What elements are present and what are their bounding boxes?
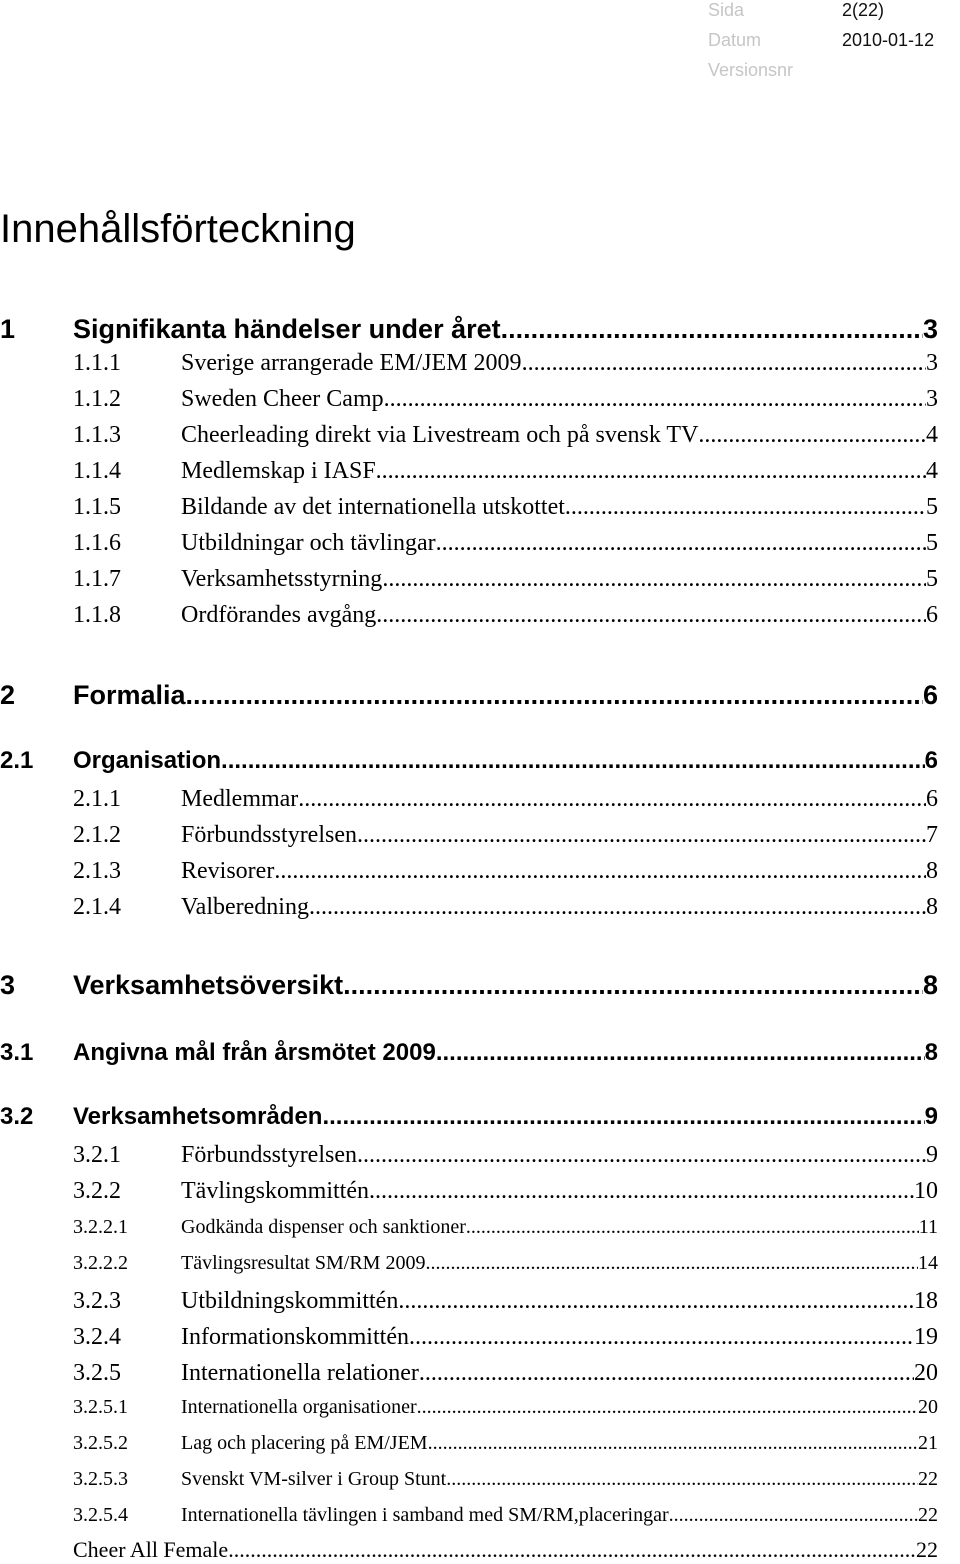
toc-entry-label: Revisorer: [181, 858, 275, 884]
toc-entry-page: 5: [926, 494, 938, 520]
toc-entry[interactable]: [0, 1394, 938, 1420]
toc-entry-number: 3.2.5.4: [73, 1504, 128, 1526]
toc-entry-label: Sverige arrangerade EM/JEM 2009: [181, 350, 522, 376]
toc-entry-label: Tävlingsresultat SM/RM 2009: [181, 1252, 426, 1274]
toc-entry-number: 3.2.3: [73, 1288, 121, 1314]
toc-dot-leader: [357, 820, 926, 850]
toc-entry[interactable]: [0, 384, 938, 414]
toc-entry[interactable]: [0, 1322, 938, 1352]
toc-entry[interactable]: [0, 312, 938, 346]
toc-entry-number: 2.1.2: [73, 822, 121, 848]
page-value: 2(22): [842, 0, 885, 20]
toc-entry-label: Utbildningar och tävlingar: [181, 530, 436, 556]
toc-entry-number: 2: [0, 680, 16, 710]
toc-dot-leader: [419, 1358, 914, 1388]
toc-entry-page: 8: [924, 1039, 938, 1066]
toc-entry[interactable]: [0, 1536, 938, 1564]
toc-entry-page: 20: [918, 1396, 938, 1418]
toc-entry[interactable]: [0, 1358, 938, 1388]
toc-entry-label: Förbundsstyrelsen: [181, 822, 357, 848]
toc-entry-label: Godkända dispenser och sanktioner: [181, 1216, 466, 1238]
toc-entry-number: 1.1.6: [73, 530, 121, 556]
toc-dot-leader: [384, 384, 926, 414]
toc-entry-page: 22: [918, 1504, 938, 1526]
toc-entry-number: 3.2: [0, 1103, 34, 1130]
toc-entry[interactable]: [0, 856, 938, 886]
toc-entry-number: 2.1.3: [73, 858, 121, 884]
toc-dot-leader: [274, 856, 926, 886]
toc-entry-page: 7: [926, 822, 938, 848]
toc-entry-label: Lag och placering på EM/JEM.: [181, 1432, 433, 1454]
toc-entry[interactable]: [0, 746, 938, 776]
toc-entry-page: 6: [926, 602, 938, 628]
toc-entry-label: Utbildningskommittén: [181, 1288, 399, 1314]
toc-entry-label: Cheerleading direkt via Livestream och på svensk TV: [181, 422, 699, 448]
toc-entry-label: Cheer All Female: [73, 1537, 229, 1562]
toc-entry-label: Svenskt VM-silver i Group Stunt: [181, 1468, 447, 1490]
toc-entry-label: Verksamhetsöversikt: [73, 970, 344, 1000]
toc-entry[interactable]: [0, 1466, 938, 1492]
toc-entry-page: 20: [914, 1360, 938, 1386]
toc-entry-page: 4: [926, 422, 938, 448]
toc-entry-page: 8: [926, 894, 938, 920]
toc-entry-page: 9: [924, 1103, 938, 1130]
toc-entry-label: Bildande av det internationella utskottet: [181, 494, 565, 520]
toc-entry[interactable]: [0, 1502, 938, 1528]
toc-dot-leader: [322, 1102, 924, 1132]
toc-dot-leader: [425, 1250, 918, 1276]
toc-entry-number: 1.1.8: [73, 602, 121, 628]
toc-entry[interactable]: [0, 1038, 938, 1068]
toc-entry-label: Sweden Cheer Camp: [181, 386, 384, 412]
toc-entry-page: 22: [918, 1468, 938, 1490]
toc-dot-leader: [417, 1394, 918, 1420]
toc-dot-leader: [298, 784, 926, 814]
toc-entry-label: Internationella tävlingen i samband med SM/RM,placeringar: [181, 1504, 669, 1526]
toc-entry-number: 3.2.4: [73, 1324, 121, 1350]
toc-entry[interactable]: [0, 784, 938, 814]
toc-dot-leader: [357, 1140, 926, 1170]
date-label: Datum: [708, 30, 762, 50]
toc-entry-number: 3.2.5.3: [73, 1468, 128, 1490]
toc-dot-leader: [343, 968, 923, 1002]
toc-entry[interactable]: [0, 892, 938, 922]
toc-dot-leader: [186, 678, 923, 712]
toc-entry-number: 3.2.2.2: [73, 1252, 128, 1274]
toc-entry-label: Organisation: [73, 747, 222, 774]
toc-entry-page: 9: [926, 1142, 938, 1168]
toc-entry-label: Angivna mål från årsmötet 2009: [73, 1039, 436, 1066]
toc-entry-label: Medlemskap i IASF: [181, 458, 376, 484]
toc-dot-leader: [501, 312, 923, 346]
toc-entry-label: Internationella organisationer: [181, 1396, 417, 1418]
toc-entry-page: 3: [926, 386, 938, 412]
toc-entry-page: 4: [926, 458, 938, 484]
toc-entry-page: 10: [914, 1178, 938, 1204]
toc-entry[interactable]: [0, 1250, 938, 1276]
toc-entry-label: Formalia: [73, 680, 186, 710]
toc-dot-leader: [398, 1286, 914, 1316]
toc-entry[interactable]: [0, 1430, 938, 1456]
page-title: Innehållsförteckning: [0, 207, 356, 251]
toc-entry-label: Verksamhetsstyrning: [181, 566, 383, 592]
date-value: 2010-01-12: [842, 30, 935, 50]
toc-dot-leader: [376, 600, 926, 630]
toc-entry-page: 3: [926, 350, 938, 376]
toc-entry-number: 3.2.2: [73, 1178, 121, 1204]
toc-entry-label: Signifikanta händelser under året: [73, 314, 501, 344]
toc-dot-leader: [221, 746, 925, 776]
toc-entry-page: 5: [926, 530, 938, 556]
toc-dot-leader: [565, 492, 926, 522]
toc-dot-leader: [466, 1214, 919, 1240]
toc-dot-leader: [309, 892, 926, 922]
toc-dot-leader: [522, 348, 926, 378]
toc-entry[interactable]: [0, 348, 938, 378]
toc-entry[interactable]: [0, 968, 938, 1002]
toc-dot-leader: [382, 564, 926, 594]
toc-entry-number: 1.1.2: [73, 386, 121, 412]
toc-dot-leader: [436, 528, 926, 558]
toc-entry-number: 1.1.5: [73, 494, 121, 520]
toc-entry-number: 1.1.1: [73, 350, 121, 376]
toc-entry-page: 6: [926, 786, 938, 812]
toc-entry-number: 3.2.5.1: [73, 1396, 128, 1418]
toc-entry-number: 2.1.1: [73, 786, 121, 812]
toc-entry-page: 11: [918, 1216, 938, 1238]
toc-entry[interactable]: [0, 1176, 938, 1206]
toc-entry-page: 5: [926, 566, 938, 592]
toc-dot-leader: [376, 456, 926, 486]
toc-entry[interactable]: [0, 528, 938, 558]
toc-entry[interactable]: [0, 1140, 938, 1170]
toc-dot-leader: [698, 420, 926, 450]
toc-entry-number: 2.1: [0, 747, 34, 774]
toc-entry-page: 8: [926, 858, 938, 884]
toc-entry-page: 22: [916, 1537, 938, 1562]
page-label: Sida: [708, 0, 745, 20]
toc-entry-label: Internationella relationer: [181, 1360, 419, 1386]
toc-dot-leader: [228, 1536, 916, 1564]
toc-entry[interactable]: [0, 600, 938, 630]
toc-entry[interactable]: [0, 820, 938, 850]
toc-entry-label: Verksamhetsområden: [73, 1103, 323, 1130]
toc-entry-number: 1: [0, 314, 16, 344]
toc-entry[interactable]: [0, 420, 938, 450]
toc-entry-number: 1.1.4: [73, 458, 121, 484]
toc-dot-leader: [436, 1038, 925, 1068]
toc-entry-number: 3.2.1: [73, 1142, 121, 1168]
toc-entry-page: 19: [914, 1324, 938, 1350]
toc-entry-label: Valberedning: [181, 894, 309, 920]
toc-entry-label: Informationskommittén: [181, 1324, 409, 1350]
toc-entry-page: 21: [918, 1432, 938, 1454]
toc-entry-number: 3.2.5: [73, 1360, 121, 1386]
toc-entry-number: 1.1.3: [73, 422, 121, 448]
toc-entry-number: 1.1.7: [73, 566, 121, 592]
toc-entry[interactable]: [0, 1214, 938, 1240]
toc-dot-leader: [669, 1502, 918, 1528]
toc-dot-leader: [409, 1322, 914, 1352]
toc-entry-label: Medlemmar: [181, 786, 299, 812]
version-label: Versionsnr: [708, 60, 794, 80]
toc-entry-page: 8: [922, 970, 938, 1000]
toc-entry-label: Ordförandes avgång: [181, 602, 377, 628]
toc-entry[interactable]: [0, 456, 938, 486]
toc-entry-label: Förbundsstyrelsen: [181, 1142, 357, 1168]
toc-dot-leader: [433, 1430, 918, 1456]
toc-entry-page: 6: [924, 747, 938, 774]
toc-entry-page: 18: [914, 1288, 938, 1314]
toc-entry[interactable]: [0, 678, 938, 712]
toc-entry-page: 3: [922, 314, 938, 344]
toc-entry-page: 14: [918, 1252, 938, 1274]
toc-entry[interactable]: [0, 1102, 938, 1132]
toc-dot-leader: [369, 1176, 914, 1206]
toc-entry[interactable]: [0, 492, 938, 522]
toc-entry-number: 3.2.2.1: [73, 1216, 128, 1238]
toc-entry-number: 3.1: [0, 1039, 34, 1066]
toc-entry[interactable]: [0, 564, 938, 594]
toc-entry-number: 3: [0, 970, 16, 1000]
toc-entry[interactable]: [0, 1286, 938, 1316]
toc-entry-label: Tävlingskommittén: [181, 1178, 369, 1204]
toc-dot-leader: [446, 1466, 918, 1492]
toc-entry-page: 6: [922, 680, 938, 710]
toc-entry-number: 3.2.5.2: [73, 1432, 128, 1454]
toc-entry-number: 2.1.4: [73, 894, 121, 920]
